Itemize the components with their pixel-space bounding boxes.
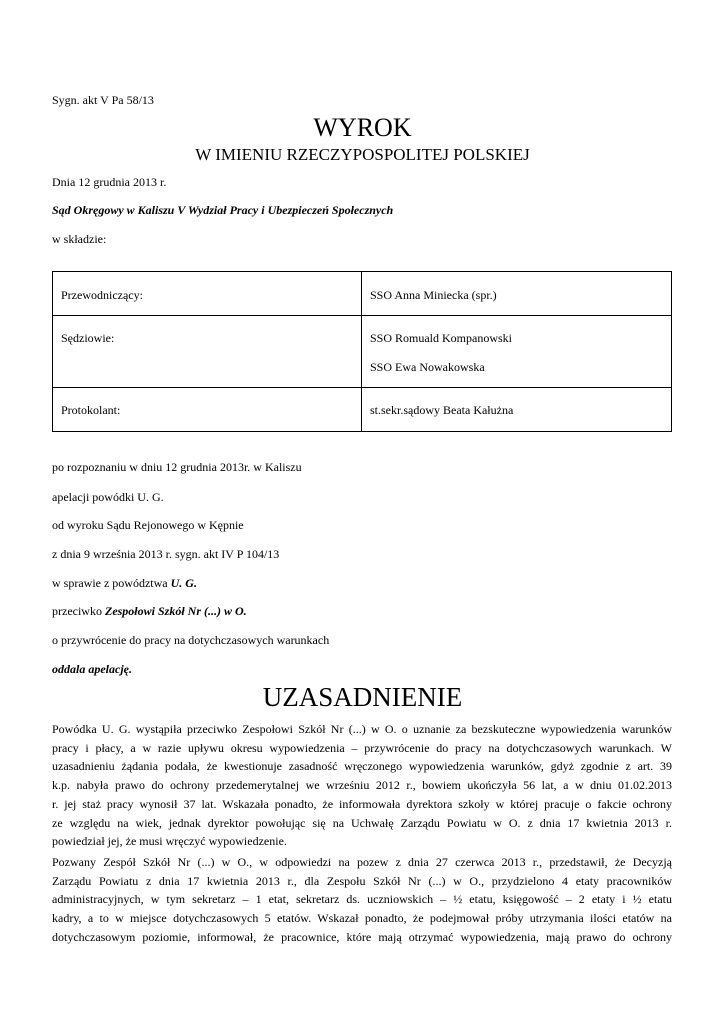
proceedings-line: o przywrócenie do pracy na dotychczasowych warunkach <box>52 633 330 647</box>
text-line: pracy i płacy, a w razie upływu okresu wypowiedzenia – przywrócenie do pracy na dotychczasowych warunkach. W <box>52 740 672 755</box>
document-subtitle: W IMIENIU RZECZYPOSPOLITEJ POLSKIEJ <box>195 145 530 164</box>
proceedings-line: od wyroku Sądu Rejonowego w Kępnie <box>52 518 244 532</box>
panel-role: Przewodniczący: <box>61 288 143 302</box>
panel-table <box>52 271 672 432</box>
proceedings-line <box>52 576 197 590</box>
judgment-date: Dnia 12 grudnia 2013 r. <box>52 175 167 189</box>
document-title: WYROK <box>313 113 412 142</box>
proceedings-line: po rozpoznaniu w dniu 12 grudnia 2013r. w Kaliszu <box>52 460 302 474</box>
text-line: k.p. nabyła prawo do ochrony przedemerytalnej we wrześniu 2012 r., bowiem ukończyła 56 lat, a w dniu 01.02.2013 <box>52 778 672 793</box>
text-line: r. jej staż pracy wynosił 37 lat. Wskazała ponadto, że informowała dyrektora szkoły w której pracuje o fakcie ochrony <box>52 796 672 811</box>
text-line: ze względu na wiek, jednak dyrektor powołując się na Uchwałę Zarządu Powiatu w O. z dnia 17 kwietnia 2013 r. <box>52 815 672 830</box>
panel-role-cell <box>53 272 362 316</box>
defendant-name: Zespołowi Szkół Nr (...) w O. <box>104 604 247 618</box>
panel-role: Sędziowie: <box>61 331 115 345</box>
justification-heading: UZASADNIENIE <box>262 682 463 712</box>
text-line: administracyjnych, w tym sekretarz – 1 etat, sekretarz ds. uczniowskich – ½ etatu, księgowość – 2 etaty i ½ etatu <box>52 892 672 907</box>
text-line: Pozwany Zespół Szkół Nr (...) w O., w odpowiedzi na pozew z dnia 27 czerwca 2013 r., przedstawił, że Decyzją <box>52 855 672 869</box>
justification-paragraph <box>52 853 672 947</box>
proceedings-prefix: przeciwko <box>52 604 105 618</box>
panel-name: st.sekr.sądowy Beata Kałużna <box>370 403 514 417</box>
plaintiff-name: U. G. <box>170 576 197 590</box>
proceedings-line <box>52 604 247 618</box>
panel-names-cell <box>362 388 672 432</box>
text-line: uzasadnieniu żądania podała, że kwestionuje zasadność wręczonego wypowiedzenia warunków, gdyż zgodnie z art. 39 <box>52 759 672 774</box>
panel-row <box>53 388 672 432</box>
panel-role: Protokolant: <box>61 403 121 417</box>
proceedings-prefix: w sprawie z powództwa <box>52 576 171 590</box>
ruling: oddala apelację. <box>52 662 132 676</box>
panel-name: SSO Romuald Kompanowski <box>370 331 513 345</box>
case-signature: Sygn. akt V Pa 58/13 <box>52 93 154 107</box>
justification-paragraph <box>52 720 672 851</box>
text-line: dotychczasowym poziomie, informował, że pracownice, które mają otrzymać wypowiedzenia, mają prawo do ochrony <box>52 929 672 944</box>
panel-role-cell <box>53 316 362 388</box>
panel-names-cell <box>362 272 672 316</box>
text-line: powiedział jej, że musi wręczyć wypowiedzenie. <box>52 834 287 849</box>
proceedings-line: apelacji powódki U. G. <box>52 490 164 504</box>
text-line: kadry, a to w miejsce dotychczasowych 5 etatów. Wskazał ponadto, że podejmował próby utrzymania ilości etatów na <box>52 911 672 926</box>
panel-row <box>53 316 672 388</box>
panel-name: SSO Ewa Nowakowska <box>370 360 485 374</box>
text-line: Powódka U. G. wystąpiła przeciwko Zespołowi Szkół Nr (...) w O. o uznanie za bezskuteczne wypowiedzenia warunków <box>52 722 672 736</box>
composition-intro: w składzie: <box>52 232 107 246</box>
text-line: Zarządu Powiatu z dnia 17 kwietnia 2013 r., dla Zespołu Szkół Nr (...) w O., przydzielono 4 etaty pracowników <box>52 873 672 888</box>
panel-names-cell <box>362 316 672 388</box>
panel-role-cell <box>53 388 362 432</box>
court-name: Sąd Okręgowy w Kaliszu V Wydział Pracy i Ubezpieczeń Społecznych <box>52 203 394 217</box>
panel-name: SSO Anna Miniecka (spr.) <box>370 288 497 302</box>
panel-row <box>53 272 672 316</box>
proceedings-line: z dnia 9 września 2013 r. sygn. akt IV P 104/13 <box>52 547 280 561</box>
